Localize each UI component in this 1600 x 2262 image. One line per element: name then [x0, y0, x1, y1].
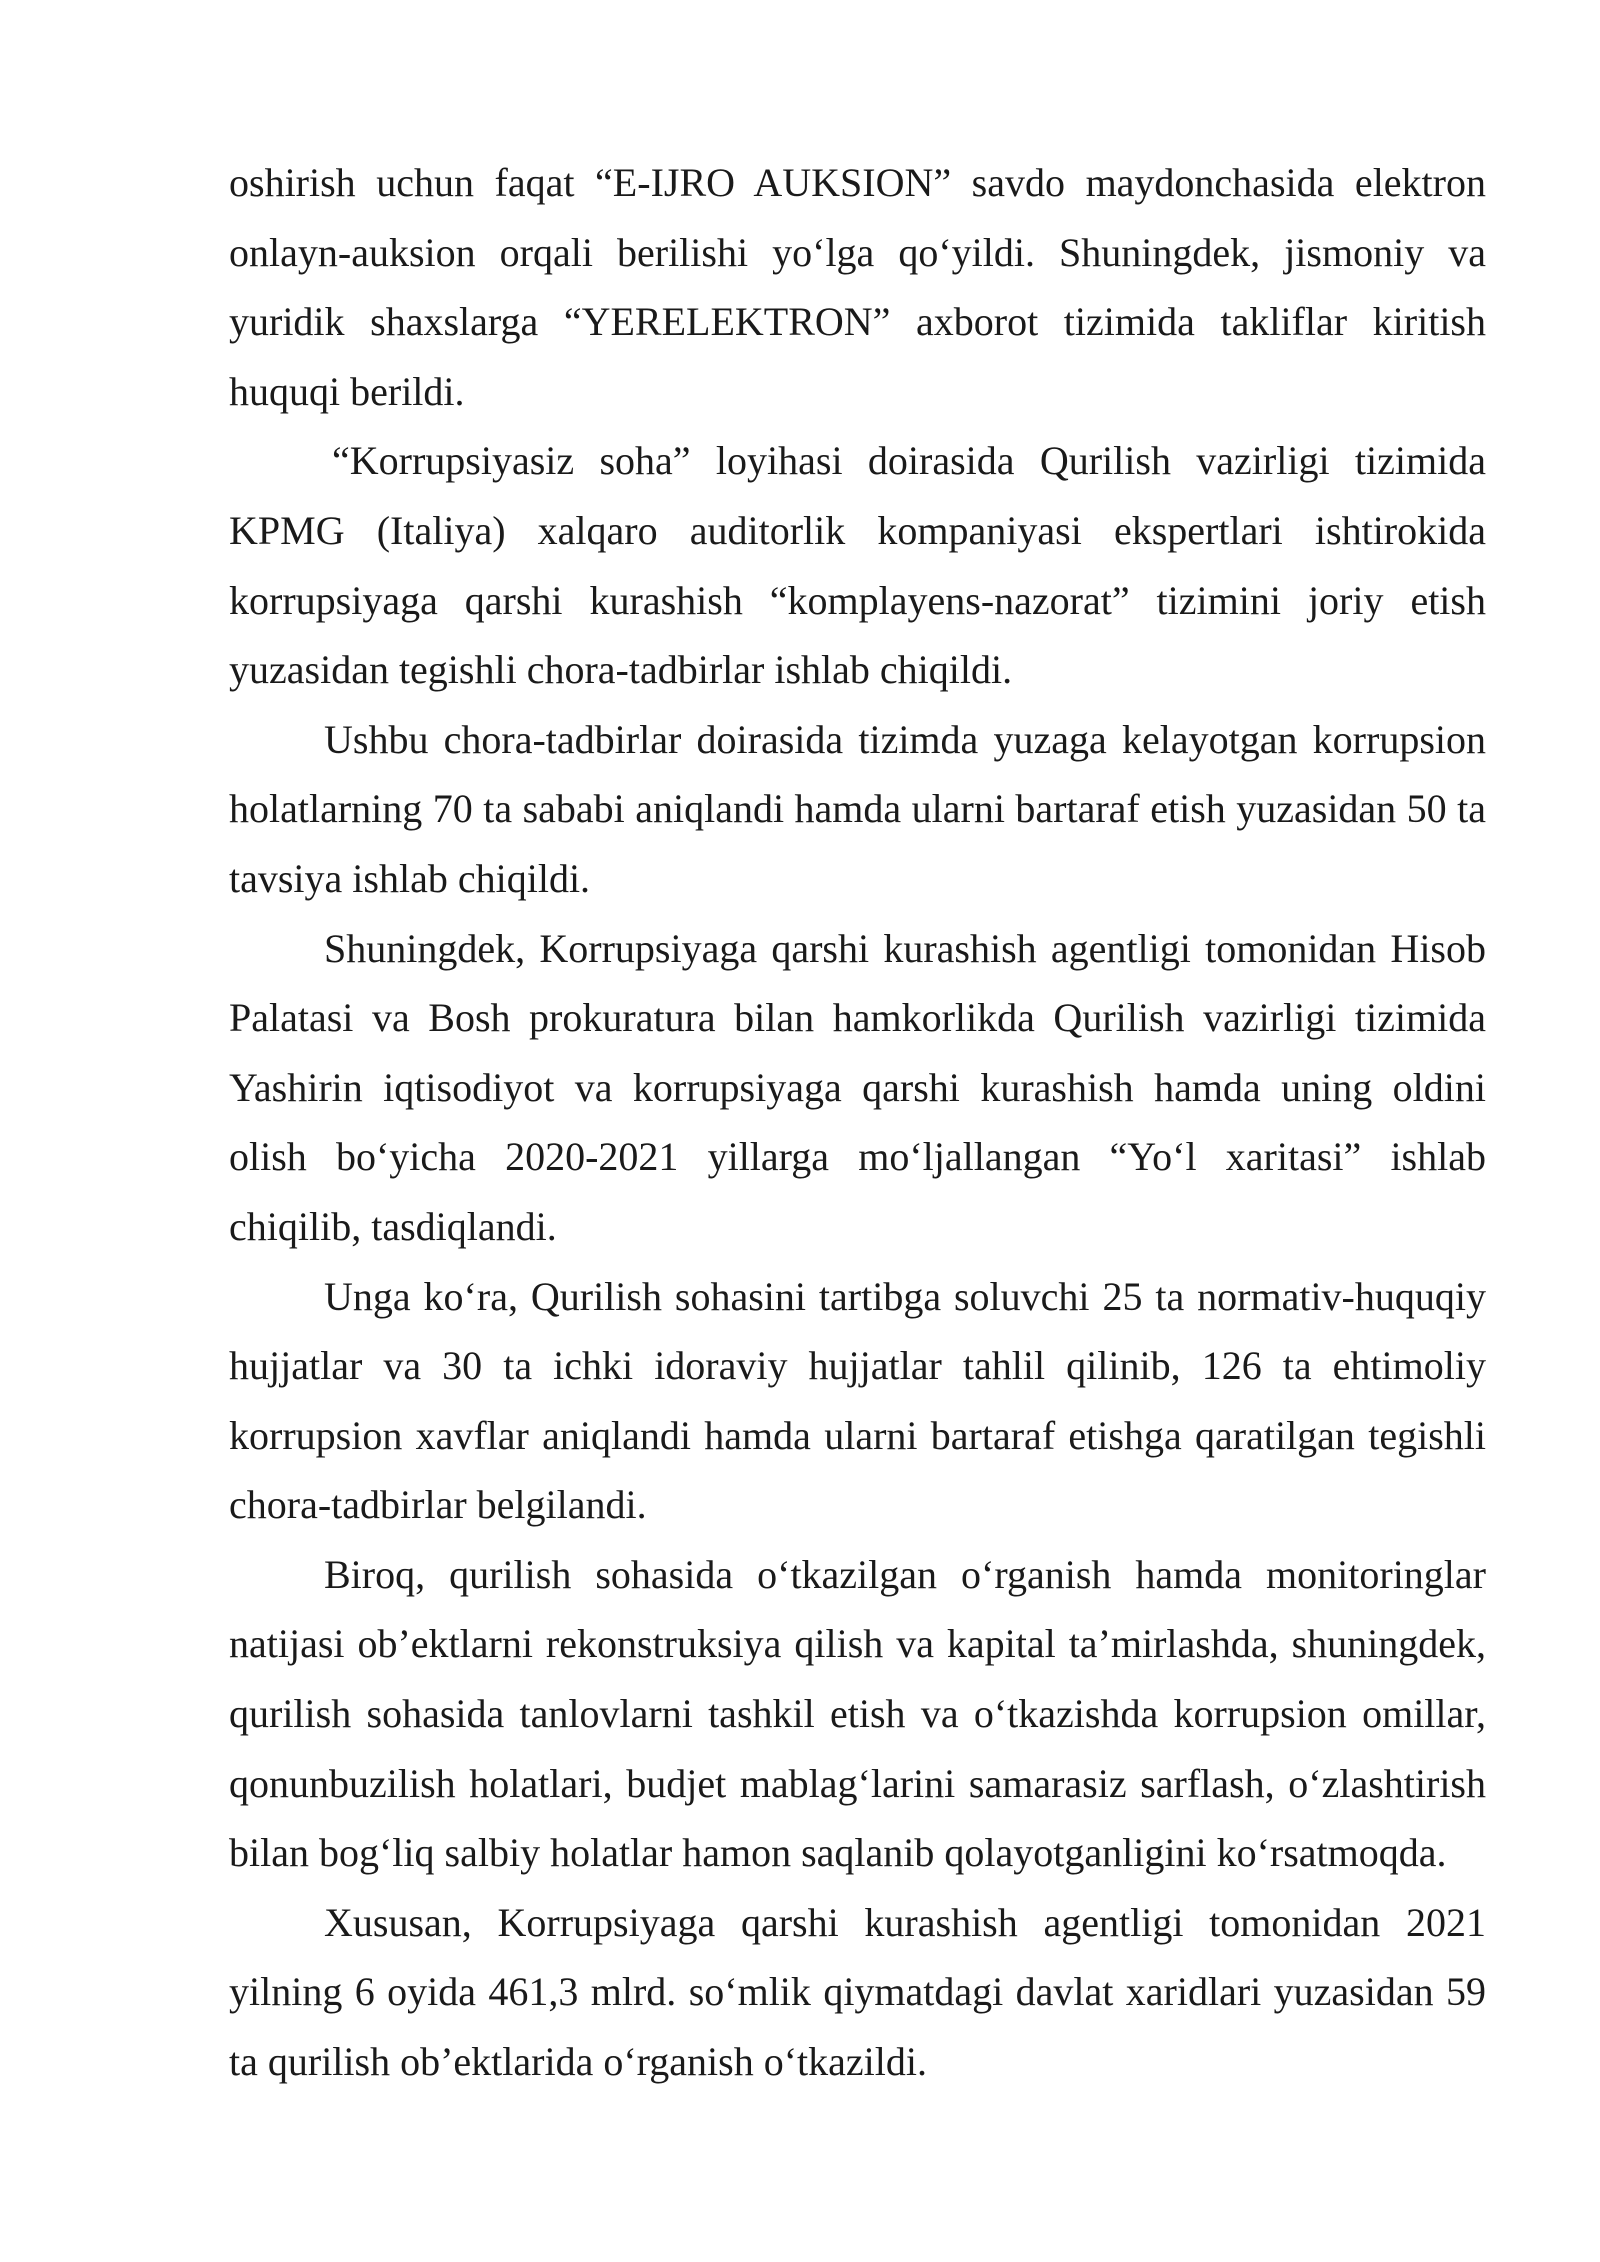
paragraph-6: Biroq, qurilish sohasida o‘tkazilgan o‘rganish hamda monitoringlar natijasi ob’ektlarni rekonstruksiya qilish va kapital ta’mirlashda, shuningdek, qurilish sohasida tanlovlarni tashkil etish va o‘tkazishda korrupsion omillar, qonunbuzilish holatlari, budjet mablag‘larini samarasiz sarflash, o‘zlashtirish bilan bog‘liq salbiy holatlar hamon saqlanib qolayotganligini ko‘rsatmoqda. — [229, 1551, 1486, 1876]
paragraph-5: Unga ko‘ra, Qurilish sohasini tartibga soluvchi 25 ta normativ-huquqiy hujjatlar va 30 ta ichki idoraviy hujjatlar tahlil qilinib, 126 ta ehtimoliy korrupsion xavflar aniqlandi hamda ularni bartaraf etishga qaratilgan tegishli chora-tadbirlar belgilandi. — [229, 1273, 1486, 1528]
paragraph-1: oshirish uchun faqat “E-IJRO AUKSION” savdo maydonchasida elektron onlayn-auksion orqali berilishi yo‘lga qo‘yildi. Shuningdek, jismoniy va yuridik shaxslarga “YERELEKTRON” axborot tizimida takliflar kiritish huquqi berildi. — [229, 160, 1486, 414]
document-body — [229, 148, 1486, 2097]
paragraph-3: Ushbu chora-tadbirlar doirasida tizimda yuzaga kelayotgan korrupsion holatlarning 70 ta sababi aniqlandi hamda ularni bartaraf etish yuzasidan 50 ta tavsiya ishlab chiqildi. — [229, 716, 1486, 901]
paragraph-4: Shuningdek, Korrupsiyaga qarshi kurashish agentligi tomonidan Hisob Palatasi va Bosh prokuratura bilan hamkorlikda Qurilish vazirligi tizimida Yashirin iqtisodiyot va korrupsiyaga qarshi kurashish hamda uning oldini olish bo‘yicha 2020-2021 yillarga mo‘ljallangan “Yo‘l xaritasi” ishlab chiqilib, tasdiqlandi. — [229, 925, 1486, 1249]
paragraph-7: Xususan, Korrupsiyaga qarshi kurashish agentligi tomonidan 2021 yilning 6 oyida 461,3 mlrd. so‘mlik qiymatdagi davlat xaridlari yuzasidan 59 ta qurilish ob’ektlarida o‘rganish o‘tkazildi. — [229, 1899, 1486, 2085]
paragraph-2: “Korrupsiyasiz soha” loyihasi doirasida Qurilish vazirligi tizimida KPMG (Italiya) xalqaro auditorlik kompaniyasi ekspertlari ishtirokida korrupsiyaga qarshi kurashish “komplayens-nazorat” tizimini joriy etish yuzasidan tegishli chora-tadbirlar ishlab chiqildi. — [229, 438, 1486, 693]
